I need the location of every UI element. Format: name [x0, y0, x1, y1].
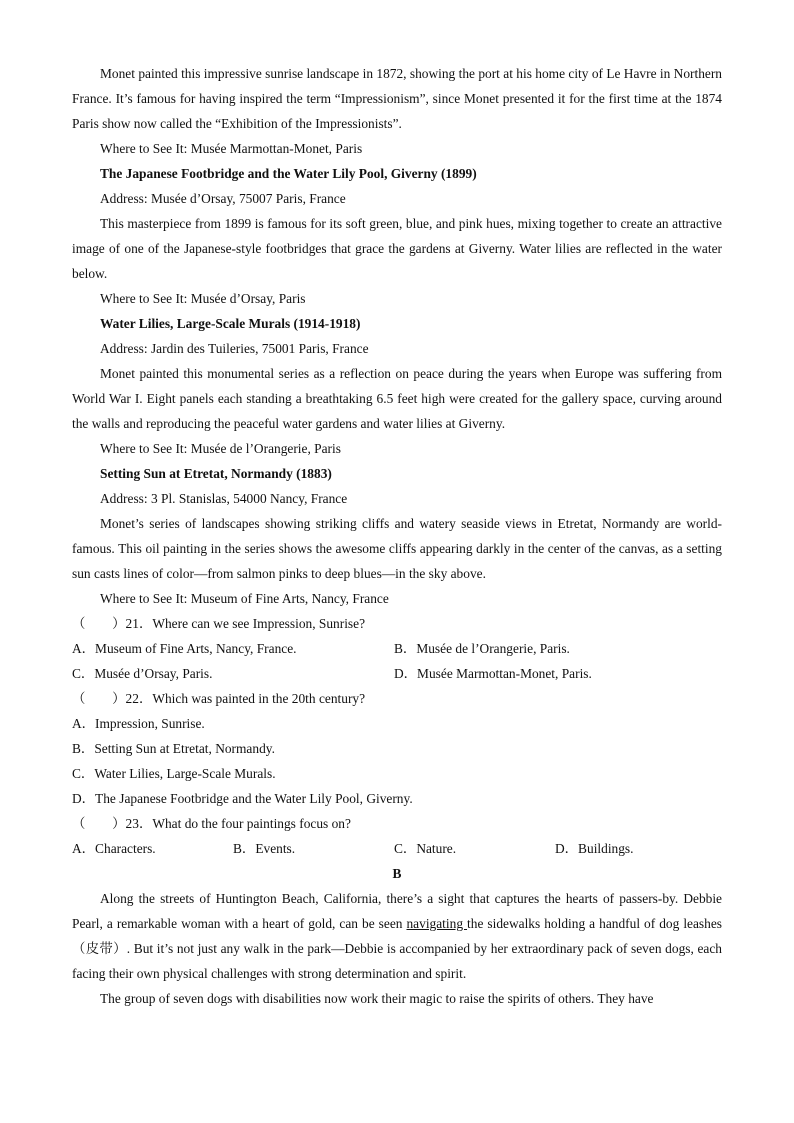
option-a: A．Characters.: [72, 841, 156, 856]
question-21-options: [72, 636, 722, 661]
option-c: C．Musée d’Orsay, Paris.: [72, 666, 213, 681]
address: Address: 3 Pl. Stanislas, 54000 Nancy, France: [100, 491, 348, 506]
document-page: [72, 61, 722, 1011]
paragraph: The group of seven dogs with disabilities now work their magic to raise the spirits of others. They have: [100, 991, 654, 1006]
paragraph: Monet painted this impressive sunrise landscape in 1872, showing the port at his home city of Le Havre in Northern France. It’s famous for having inspired the term “Impressionism”, since Monet presented it for the first time at the 1874 Paris show now called the “Exhibition of the Impressionists”.: [72, 66, 722, 131]
paragraph: This masterpiece from 1899 is famous for its soft green, blue, and pink hues, mixing together to create an attractive image of one of the Japanese-style footbridges that grace the gardens at Giverny. Water lilies are reflected in the water below.: [72, 216, 722, 281]
question-22: （ ）22．Which was painted in the 20th century?: [72, 691, 366, 706]
question-23-options: [72, 836, 722, 861]
where-to-see: Where to See It: Musée d’Orsay, Paris: [100, 291, 306, 306]
option-b: B．Setting Sun at Etretat, Normandy.: [72, 741, 275, 756]
section-heading: B: [392, 866, 402, 881]
paragraph: [72, 886, 722, 986]
option-d: D．The Japanese Footbridge and the Water Lily Pool, Giverny.: [72, 791, 413, 806]
paragraph: Monet’s series of landscapes showing striking cliffs and watery seaside views in Etretat, Normandy are world-famous. This oil painting in the series shows the awesome cliffs appearing darkly in the center of the canvas, as a setting sun casts lines of color—from salmon pinks to deep blues—in the sky above.: [72, 516, 722, 581]
where-to-see: Where to See It: Musée de l’Orangerie, Paris: [100, 441, 341, 456]
where-to-see: Where to See It: Museum of Fine Arts, Nancy, France: [100, 591, 389, 606]
painting-title: Setting Sun at Etretat, Normandy (1883): [100, 466, 332, 481]
address: Address: Jardin des Tuileries, 75001 Paris, France: [100, 341, 369, 356]
option-b: B．Musée de l’Orangerie, Paris.: [394, 641, 570, 656]
question-21-options: [72, 661, 722, 686]
option-d: D．Buildings.: [555, 841, 634, 856]
address: Address: Musée d’Orsay, 75007 Paris, France: [100, 191, 346, 206]
where-to-see: Where to See It: Musée Marmottan-Monet, Paris: [100, 141, 363, 156]
question-21: （ ）21．Where can we see Impression, Sunrise?: [72, 616, 366, 631]
paragraph: Monet painted this monumental series as a reflection on peace during the years when Europe was suffering from World War I. Eight panels each standing a breathtaking 6.5 feet high were created for the gallery space, curving around the walls and reproducing the peaceful water gardens and water lilies at Giverny.: [72, 366, 722, 431]
option-b: B．Events.: [233, 841, 296, 856]
painting-title: Water Lilies, Large-Scale Murals (1914-1918): [100, 316, 361, 331]
text-segment: the sidewalks holding a handful of dog leashes （皮带）. But it’s not just any walk in the park—Debbie is accompanied by her extraordinary pack of seven dogs, each facing their own physical challenges with strong determination and spirit.: [72, 916, 722, 981]
underlined-word: navigating: [406, 916, 468, 931]
option-d: D．Musée Marmottan-Monet, Paris.: [394, 666, 592, 681]
option-a: A．Impression, Sunrise.: [72, 716, 205, 731]
text-segment: Along the streets of Huntington Beach, California, there’s a sight that captures the hearts of passers-by. Debbie Pearl, a remarkable woman with a heart of gold, can be seen: [72, 891, 722, 931]
question-23: （ ）23．What do the four paintings focus on?: [72, 816, 351, 831]
option-a: A．Museum of Fine Arts, Nancy, France.: [72, 641, 297, 656]
painting-title: The Japanese Footbridge and the Water Lily Pool, Giverny (1899): [100, 166, 477, 181]
option-c: C．Water Lilies, Large-Scale Murals.: [72, 766, 276, 781]
option-c: C．Nature.: [394, 841, 457, 856]
